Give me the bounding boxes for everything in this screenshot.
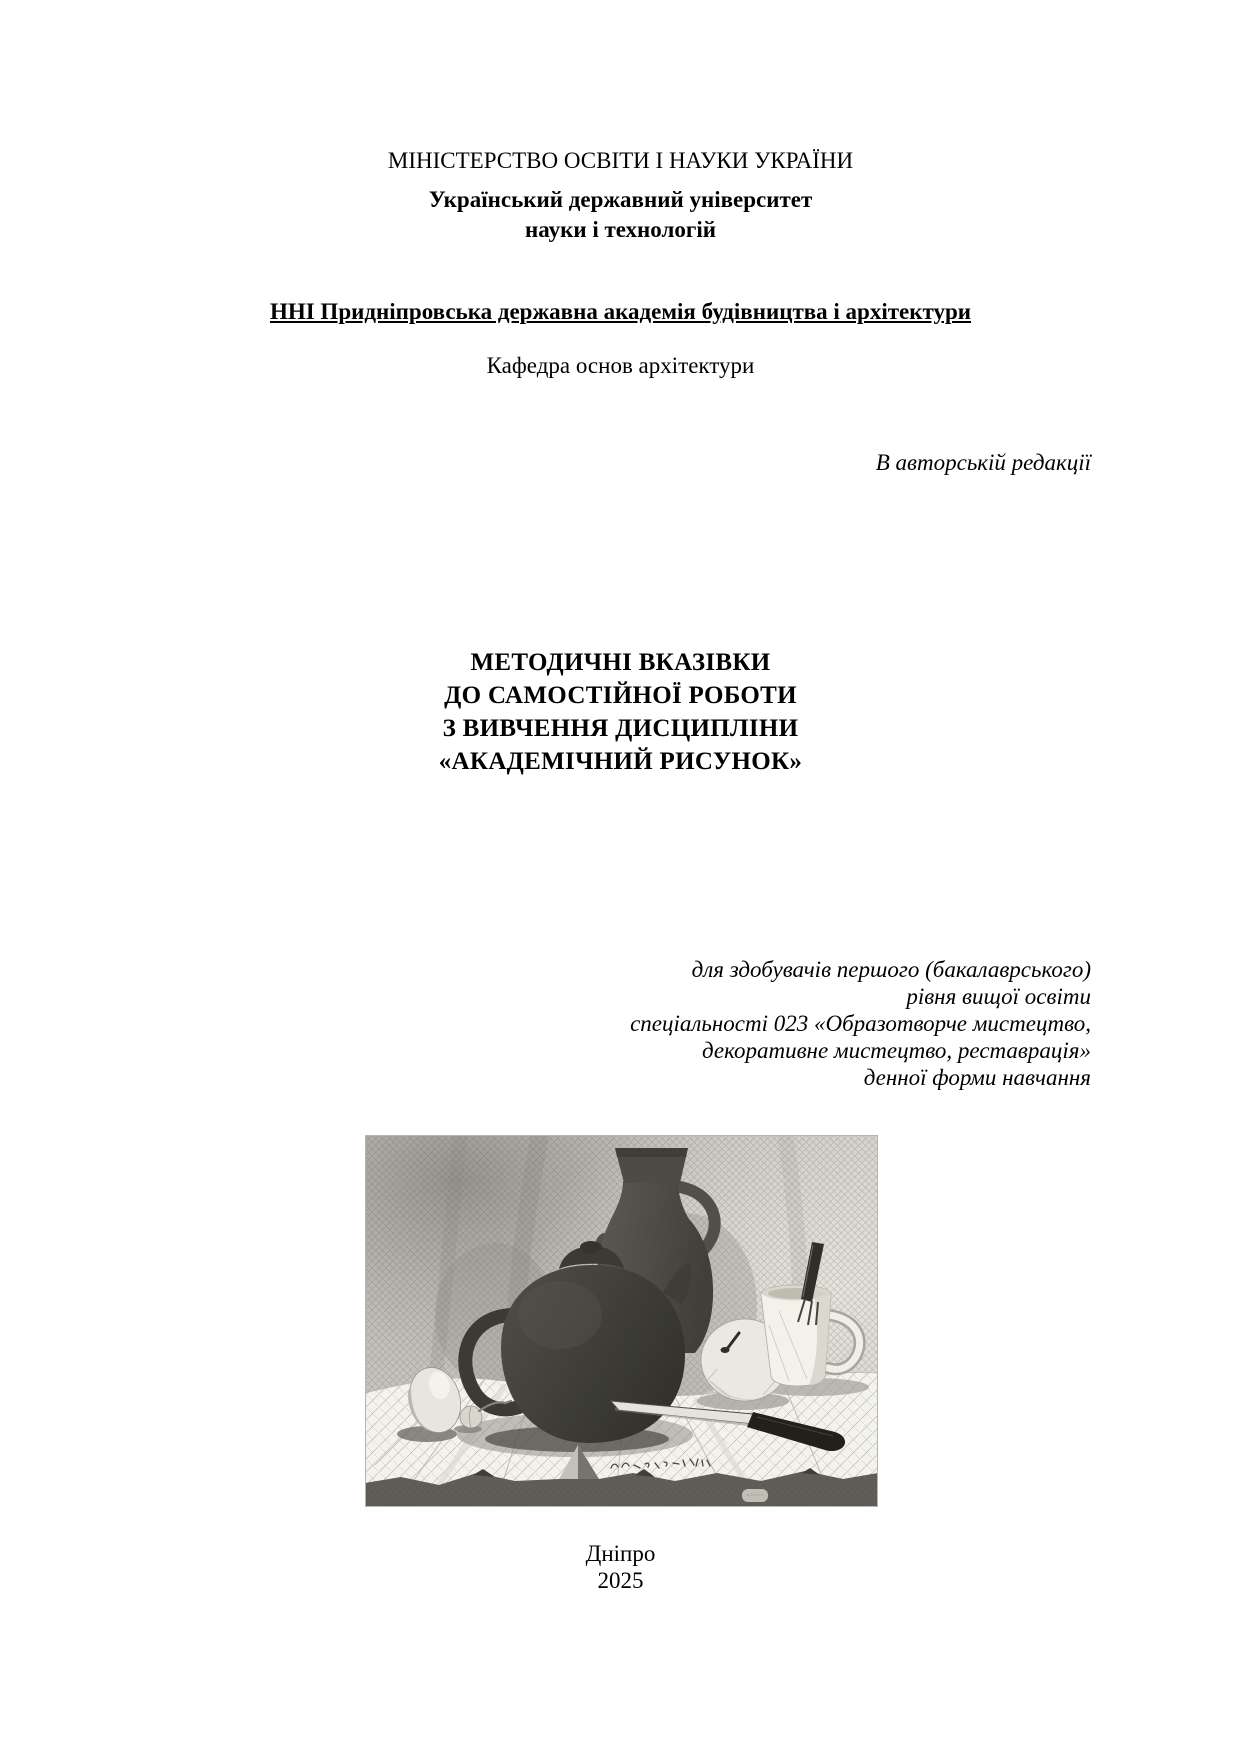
imprint-city: Дніпро bbox=[585, 1541, 656, 1566]
audience-line-3: спеціальності 023 «Образотворче мистецтво, bbox=[630, 1011, 1091, 1036]
department-line: Кафедра основ архітектури bbox=[486, 353, 755, 378]
university-line-1: Український державний університет bbox=[428, 187, 813, 212]
still-life-drawing-svg bbox=[365, 1135, 878, 1507]
audience-block bbox=[0, 956, 1091, 1091]
main-title bbox=[0, 646, 1241, 778]
main-title-line-3: З ВИВЧЕННЯ ДИСЦИПЛІНИ bbox=[442, 715, 799, 742]
edition-note: В авторській редакції bbox=[875, 450, 1091, 475]
corner-stamp-mark bbox=[742, 1489, 768, 1502]
main-title-line-4: «АКАДЕМІЧНИЙ РИСУНОК» bbox=[438, 748, 803, 775]
audience-line-1: для здобувачів першого (бакалаврського) bbox=[691, 957, 1091, 982]
audience-line-4: декоративне мистецтво, реставрація» bbox=[701, 1038, 1091, 1063]
imprint-year: 2025 bbox=[597, 1568, 644, 1593]
university-line-2: науки і технологій bbox=[525, 217, 716, 242]
imprint bbox=[0, 1540, 1241, 1594]
institute-line: ННІ Придніпровська державна академія будівництва і архітектури bbox=[269, 299, 972, 324]
still-life-drawing-image bbox=[365, 1135, 878, 1507]
audience-line-2: рівня вищої освіти bbox=[906, 984, 1091, 1009]
main-title-line-2: ДО САМОСТІЙНОЇ РОБОТИ bbox=[444, 682, 797, 709]
ministry-line: МІНІСТЕРСТВО ОСВІТИ І НАУКИ УКРАЇНИ bbox=[387, 148, 854, 173]
university-name bbox=[0, 185, 1241, 245]
main-title-line-1: МЕТОДИЧНІ ВКАЗІВКИ bbox=[470, 649, 771, 676]
audience-line-5: денної форми навчання bbox=[863, 1065, 1091, 1090]
